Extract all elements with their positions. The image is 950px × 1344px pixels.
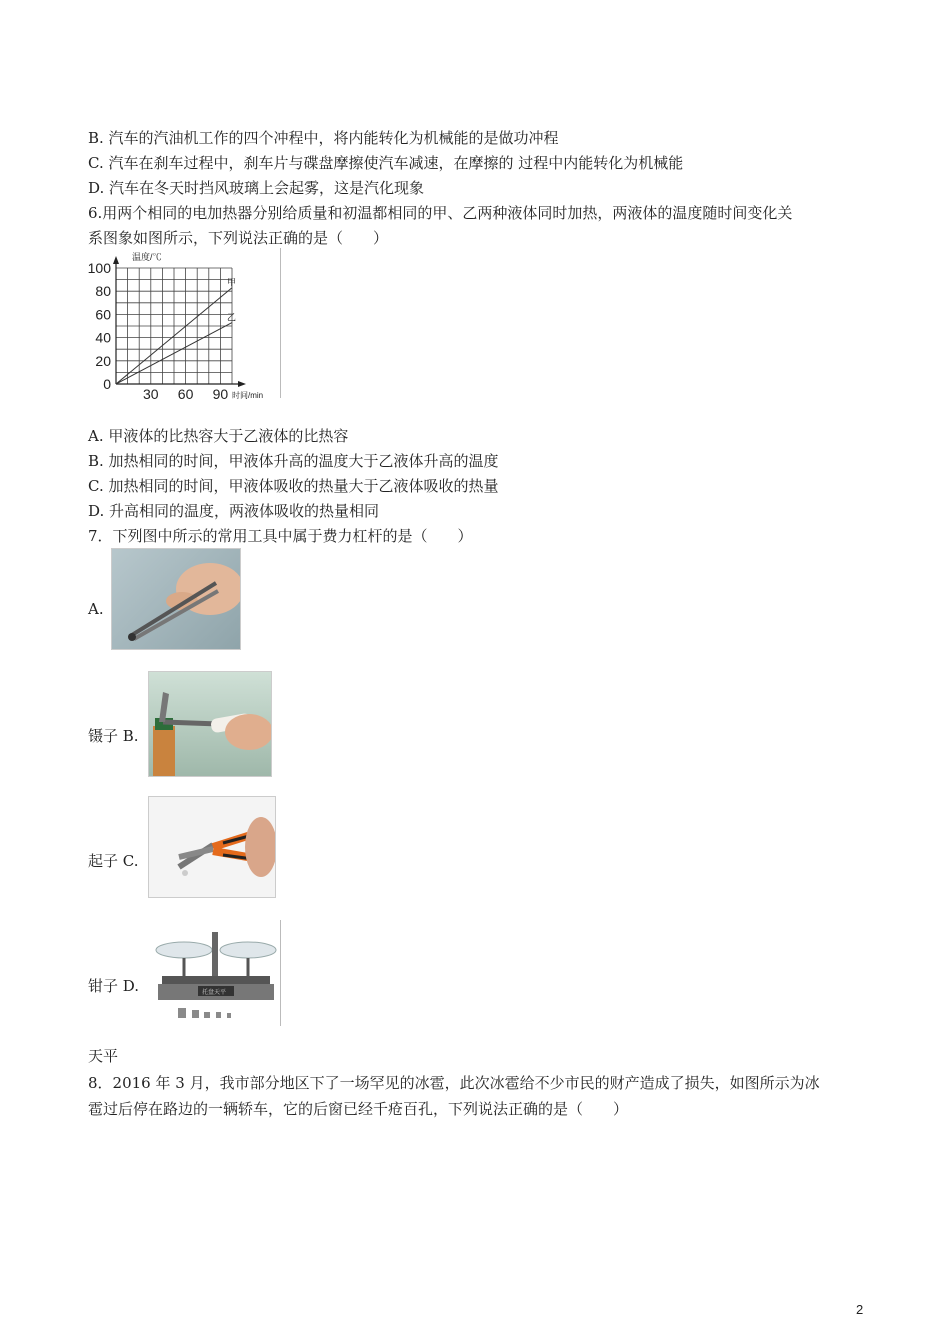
y-tick-label: 100 <box>87 260 111 276</box>
balance-right-border <box>280 920 281 1026</box>
balance-label-text: 托盘天平 <box>202 990 227 996</box>
bottle-opener-image <box>148 671 272 777</box>
q6-stem-line-2: 系图象如图所示，下列说法正确的是（ ） <box>88 229 389 247</box>
q7-label-c: 起子 C. <box>88 852 139 870</box>
q5-option-d: D. 汽车在冬天时挡风玻璃上会起雾，这是汽化现象 <box>88 179 425 197</box>
x-axis-arrow <box>238 381 246 387</box>
series-label-乙: 乙 <box>227 312 237 323</box>
temperature-time-chart <box>82 248 282 400</box>
q5-option-c: C. 汽车在刹车过程中，刹车片与碟盘摩擦使汽车减速，在摩擦的 过程中内能转化为机械能 <box>88 154 684 172</box>
y-tick-label: 80 <box>95 283 111 300</box>
q7-caption-d: 天平 <box>88 1047 119 1065</box>
tweezers-image <box>111 548 241 650</box>
y-axis-arrow <box>113 256 119 264</box>
q7-label-a: A. <box>88 600 104 618</box>
chart-grid <box>116 268 232 384</box>
y-tick-label: 60 <box>95 306 111 323</box>
q6-option-a: A. 甲液体的比热容大于乙液体的比热容 <box>88 427 349 445</box>
y-tick-label: 0 <box>103 376 111 392</box>
q6-option-b: B. 加热相同的时间，甲液体升高的温度大于乙液体升高的温度 <box>88 452 499 470</box>
x-axis-label: 时间/min <box>232 391 264 400</box>
balance-image <box>148 920 280 1026</box>
q5-option-b: B. 汽车的汽油机工作的四个冲程中，将内能转化为机械能的是做功冲程 <box>88 129 559 147</box>
x-tick-label: 60 <box>177 386 194 400</box>
pliers-image <box>148 796 276 898</box>
q7-stem: 7．下列图中所示的常用工具中属于费力杠杆的是（ ） <box>88 527 473 545</box>
q7-label-b: 镊子 B. <box>88 727 139 745</box>
y-tick-label: 40 <box>95 329 111 346</box>
y-axis-label: 温度/℃ <box>132 252 162 262</box>
x-tick-label: 30 <box>143 386 159 400</box>
q8-stem-line-2: 雹过后停在路边的一辆轿车，它的后窗已经千疮百孔，下列说法正确的是（ ） <box>88 1100 629 1118</box>
q6-option-c: C. 加热相同的时间，甲液体吸收的热量大于乙液体吸收的热量 <box>88 477 499 495</box>
y-tick-label: 20 <box>95 352 111 369</box>
page-number: 2 <box>856 1302 864 1317</box>
chart-right-border <box>280 248 281 398</box>
q8-stem-line-1: 8．2016 年 3 月，我市部分地区下了一场罕见的冰雹，此次冰雹给不少市民的财产造成了损失，如图所示为冰 <box>88 1074 820 1092</box>
q7-label-d: 钳子 D. <box>88 977 140 995</box>
q6-option-d: D. 升高相同的温度，两液体吸收的热量相同 <box>88 502 380 520</box>
q6-stem-line-1: 6.用两个相同的电加热器分别给质量和初温都相同的甲、乙两种液体同时加热，两液体的温度随时间变化关 <box>88 204 793 222</box>
series-label-甲: 甲 <box>227 277 237 288</box>
x-tick-label: 90 <box>212 386 229 400</box>
